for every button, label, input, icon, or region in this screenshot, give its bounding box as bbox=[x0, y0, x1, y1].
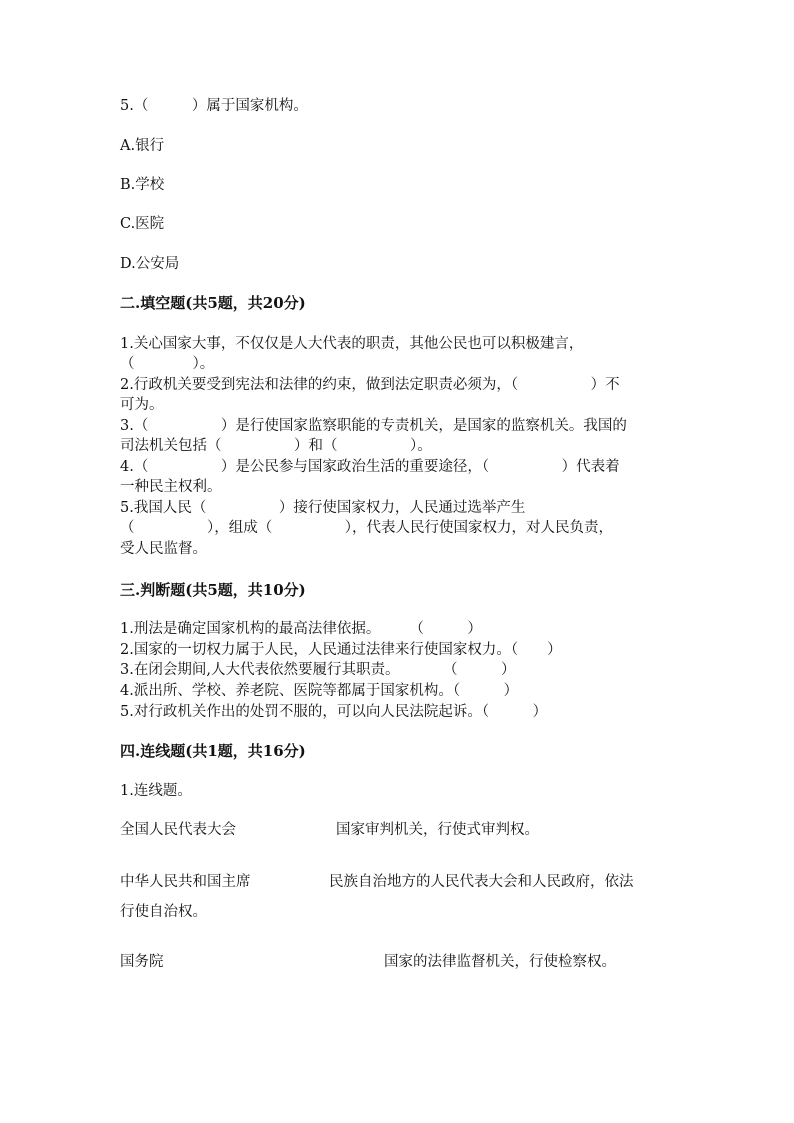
fill-line-2: （ ）。 bbox=[120, 356, 215, 372]
fill-line-11: 受人民监督。 bbox=[120, 541, 207, 557]
section-4-heading: 四.连线题(共1题，共16分) bbox=[120, 742, 306, 760]
match-left-3: 国务院 bbox=[120, 954, 164, 970]
fill-line-8: 一种民主权利。 bbox=[120, 479, 222, 495]
fill-line-6: 司法机关包括（ ）和（ ）。 bbox=[120, 438, 432, 454]
match-right-2: 民族自治地方的人民代表大会和人民政府，依法 bbox=[329, 874, 634, 890]
match-left-2: 中华人民共和国主席 bbox=[120, 874, 251, 890]
section-3-heading: 三.判断题(共5题，共10分) bbox=[120, 581, 306, 599]
match-right-3: 国家的法律监督机关，行使检察权。 bbox=[384, 954, 616, 970]
fill-line-9: 5.我国人民（ ）接行使国家权力，人民通过选举产生 bbox=[120, 500, 526, 516]
match-question: 1.连线题。 bbox=[120, 783, 192, 799]
fill-line-4: 可为。 bbox=[120, 397, 164, 413]
fill-line-7: 4.（ ）是公民参与国家政治生活的重要途径，（ ）代表着 bbox=[120, 459, 620, 475]
judge-line-2: 2.国家的一切权力属于人民，人民通过法律来行使国家权力。（ ） bbox=[120, 642, 562, 658]
fill-line-10: （ ），组成（ ），代表人民行使国家权力，对人民负责， bbox=[120, 520, 613, 536]
judge-line-4: 4.派出所、学校、养老院、医院等都属于国家机构。（ ） bbox=[120, 683, 519, 699]
match-right-2-cont: 行使自治权。 bbox=[120, 904, 207, 920]
option-d: D.公安局 bbox=[120, 256, 180, 272]
fill-line-3: 2.行政机关要受到宪法和法律的约束，做到法定职责必须为，（ ）不 bbox=[120, 377, 620, 393]
match-right-1: 国家审判机关，行使式审判权。 bbox=[336, 822, 539, 838]
judge-line-1: 1.刑法是确定国家机构的最高法律依据。 （ ） bbox=[120, 621, 482, 637]
option-b: B.学校 bbox=[120, 177, 165, 193]
option-a: A.银行 bbox=[120, 138, 165, 154]
question-5: 5.（ ）属于国家机构。 bbox=[120, 98, 308, 114]
judge-line-5: 5.对行政机关作出的处罚不服的，可以向人民法院起诉。（ ） bbox=[120, 704, 548, 720]
section-2-heading: 二.填空题(共5题，共20分) bbox=[120, 294, 306, 312]
fill-line-5: 3.（ ）是行使国家监察职能的专责机关，是国家的监察机关。我国的 bbox=[120, 418, 627, 434]
judge-line-3: 3.在闭会期间,人大代表依然要履行其职责。 （ ） bbox=[120, 662, 516, 678]
option-c: C.医院 bbox=[120, 216, 165, 232]
fill-line-1: 1.关心国家大事，不仅仅是人大代表的职责，其他公民也可以积极建言， bbox=[120, 336, 584, 352]
match-left-1: 全国人民代表大会 bbox=[120, 822, 236, 838]
